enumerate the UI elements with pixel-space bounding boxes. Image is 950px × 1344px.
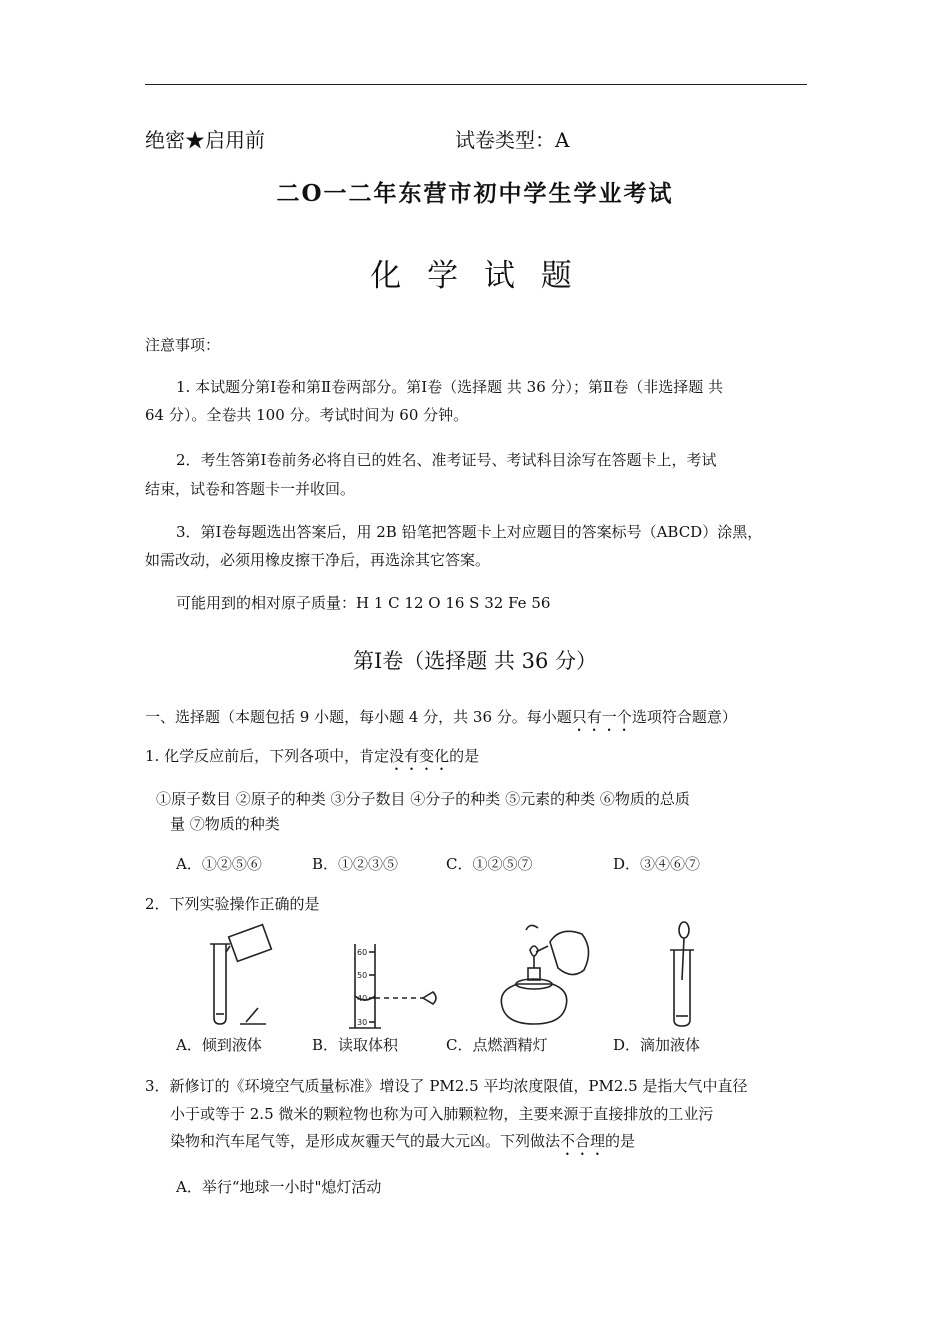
q1-items-line-2: 量 ⑦物质的种类 <box>170 815 280 833</box>
reading-volume-figure <box>335 938 445 1032</box>
atomic-masses: 可能用到的相对原子质量：H 1 C 12 O 16 S 32 Fe 56 <box>176 594 551 612</box>
cylinder-tick-40: 40 <box>357 994 368 1003</box>
q2-stem: 2．下列实验操作正确的是 <box>145 895 320 913</box>
q1-items-line-1: ①原子数目 ②原子的种类 ③分子数目 ④分子的种类 ⑤元素的种类 ⑥物质的总质 <box>156 790 690 808</box>
note-1-line-1: 1. 本试题分第Ⅰ卷和第Ⅱ卷两部分。第Ⅰ卷（选择题 共 36 分）；第Ⅱ卷（非选择题 共 <box>176 378 723 396</box>
paper-type-label: 试卷类型：A <box>455 128 570 152</box>
cylinder-tick-50: 50 <box>357 971 368 980</box>
emphasis-only-one: 只有一个 <box>571 708 632 726</box>
q3-option-a: A．举行“地球一小时"熄灯活动 <box>176 1178 382 1196</box>
notes-heading: 注意事项： <box>145 336 221 354</box>
dropping-liquid-figure <box>660 920 710 1032</box>
q2-option-b: B．读取体积 <box>312 1036 399 1054</box>
alcohol-lamp-figure <box>490 920 600 1032</box>
exam-title: 二O一二年东营市初中学生学业考试 <box>276 180 674 207</box>
emphasis-no-change: 没有变化 <box>389 747 450 765</box>
q1-option-d: D．③④⑥⑦ <box>613 855 701 873</box>
cylinder-tick-60: 60 <box>357 948 368 957</box>
note-3-line-2: 如需改动，必须用橡皮擦干净后，再选涂其它答案。 <box>145 551 491 569</box>
note-2-line-2: 结束，试卷和答题卡一并收回。 <box>145 480 356 498</box>
q2-option-a: A．倾到液体 <box>176 1036 262 1054</box>
confidential-label: 绝密★启用前 <box>145 128 265 152</box>
note-3-line-1: 3．第Ⅰ卷每题选出答案后，用 2B 铅笔把答题卡上对应题目的答案标号（ABCD）涂黑， <box>176 523 763 541</box>
q3-line-2: 小于或等于 2.5 微米的颗粒物也称为可入肺颗粒物，主要来源于直接排放的工业污 <box>170 1105 714 1123</box>
subject-title: 化 学 试 题 <box>370 258 580 294</box>
top-rule <box>145 84 807 85</box>
note-1-line-2: 64 分）。全卷共 100 分。考试时间为 60 分钟。 <box>145 406 469 424</box>
note-2-line-1: 2．考生答第Ⅰ卷前务必将自已的姓名、准考证号、考试科目涂写在答题卡上，考试 <box>176 451 717 469</box>
emphasis-unreasonable: 不合理 <box>560 1132 606 1150</box>
q1-stem: 1. 化学反应前后，下列各项中，肯定没有变化的是 <box>145 747 480 765</box>
pouring-liquid-figure <box>200 922 280 1030</box>
part1-intro: 一、选择题（本题包括 9 小题，每小题 4 分，共 36 分。每小题只有一个选项符合题意） <box>145 708 737 726</box>
q3-line-1: 3．新修订的《环境空气质量标准》增设了 PM2.5 平均浓度限值，PM2.5 是指大气中直径 <box>145 1077 748 1095</box>
q3-line-3: 染物和汽车尾气等，是形成灰霾天气的最大元凶。下列做法不合理的是 <box>170 1132 636 1150</box>
q1-option-b: B．①②③⑤ <box>312 855 399 873</box>
cylinder-tick-30: 30 <box>357 1018 368 1027</box>
q1-option-c: C．①②⑤⑦ <box>446 855 533 873</box>
q2-option-d: D．滴加液体 <box>613 1036 701 1054</box>
section-title: 第Ⅰ卷（选择题 共 36 分） <box>352 649 598 673</box>
q2-option-c: C．点燃酒精灯 <box>446 1036 548 1054</box>
q1-option-a: A．①②⑤⑥ <box>176 855 262 873</box>
